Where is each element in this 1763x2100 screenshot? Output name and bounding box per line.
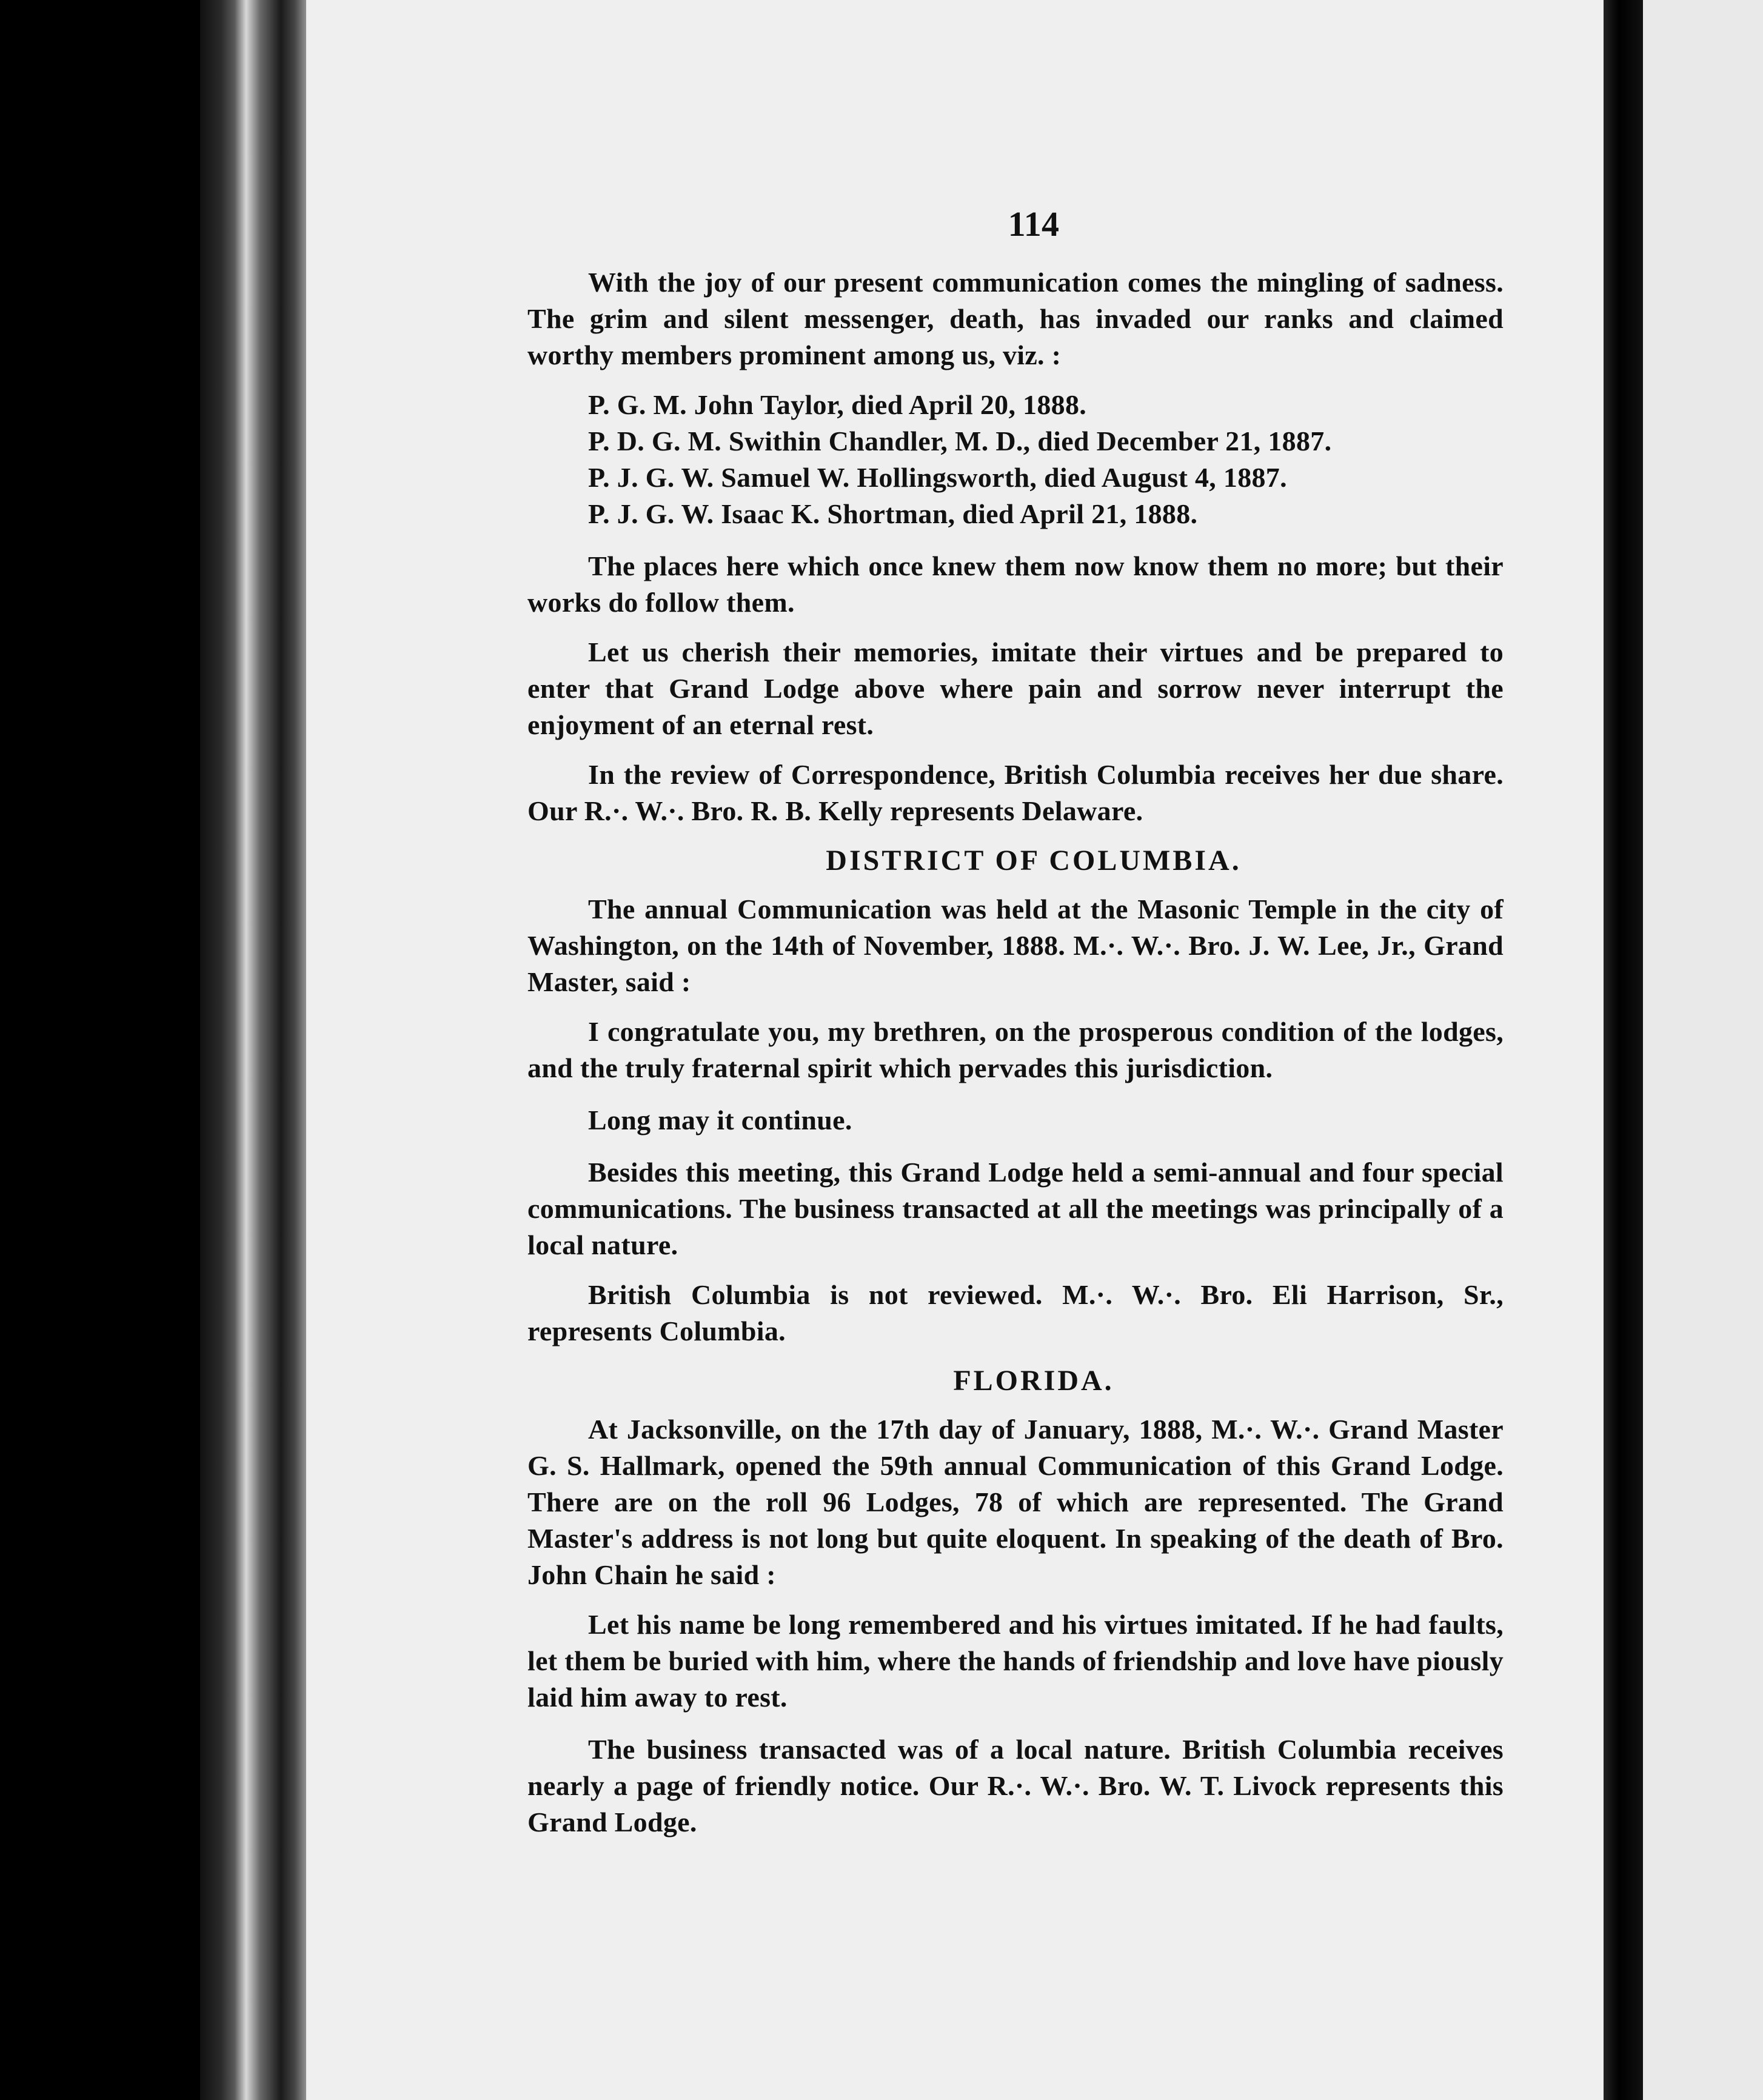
paragraph: British Columbia is not reviewed. M.·. W.·. Bro. Eli Harrison, Sr., represents Columbia. (527, 1279, 1504, 1346)
paragraph: In the review of Correspondence, British Columbia receives her due share. Our R.·. W.·. Bro. R. B. Kelly represents Delaware. (527, 759, 1504, 826)
intro-paragraph: With the joy of our present communication comes the mingling of sadness. The grim and silent messenger, death, has invaded our ranks and claimed worthy members prominent among us, viz. : (527, 267, 1504, 370)
page-text (527, 206, 1504, 1854)
quote-paragraph: I congratulate you, my brethren, on the prosperous condition of the lodges, and the truly fraternal spirit which pervades this jurisdiction. (527, 1016, 1504, 1083)
paragraph: The annual Communication was held at the Masonic Temple in the city of Washington, on the 14th of November, 1888. M.·. W.·. Bro. J. W. Lee, Jr., Grand Master, said : (527, 894, 1504, 997)
page-gutter (1604, 0, 1643, 2100)
book-binding (200, 0, 315, 2100)
paragraph: Besides this meeting, this Grand Lodge held a semi-annual and four special communications. The business transacted at all the meetings was principally of a local nature. (527, 1157, 1504, 1260)
deceased-list (527, 387, 1504, 532)
section-heading-district-of-columbia: DISTRICT OF COLUMBIA. (826, 844, 1242, 877)
paragraph: The places here which once knew them now know them no more; but their works do follow them. (527, 550, 1504, 618)
paragraph: At Jacksonville, on the 17th day of January, 1888, M.·. W.·. Grand Master G. S. Hallmark, opened the 59th annual Communication of this Grand Lodge. There are on the roll 96 Lodges, 78 of which are represented. The Grand Master's address is not long but quite eloquent. In speaking of the death of Bro. John Chain he said : (527, 1414, 1504, 1590)
deceased-item: P. D. G. M. Swithin Chandler, M. D., died December 21, 1887. (588, 426, 1332, 456)
page-number: 114 (1008, 204, 1060, 244)
quote-paragraph: Let his name be long remembered and his virtues imitated. If he had faults, let them be buried with him, where the hands of friendship and love have piously laid him away to rest. (527, 1609, 1504, 1713)
deceased-item: P. G. M. John Taylor, died April 20, 1888. (588, 389, 1087, 420)
deceased-item: P. J. G. W. Isaac K. Shortman, died April 21, 1888. (588, 498, 1198, 529)
paragraph: The business transacted was of a local nature. British Columbia receives nearly a page of friendly notice. Our R.·. W.·. Bro. W. T. Livock represents this Grand Lodge. (527, 1734, 1504, 1837)
adjacent-page-edge (1643, 0, 1763, 2100)
paragraph: Let us cherish their memories, imitate their virtues and be prepared to enter that Grand Lodge above where pain and sorrow never interrupt the enjoyment of an eternal rest. (527, 637, 1504, 740)
deceased-item: P. J. G. W. Samuel W. Hollingsworth, died August 4, 1887. (588, 462, 1287, 493)
section-heading-florida: FLORIDA. (953, 1365, 1114, 1397)
quote-paragraph: Long may it continue. (588, 1105, 852, 1135)
